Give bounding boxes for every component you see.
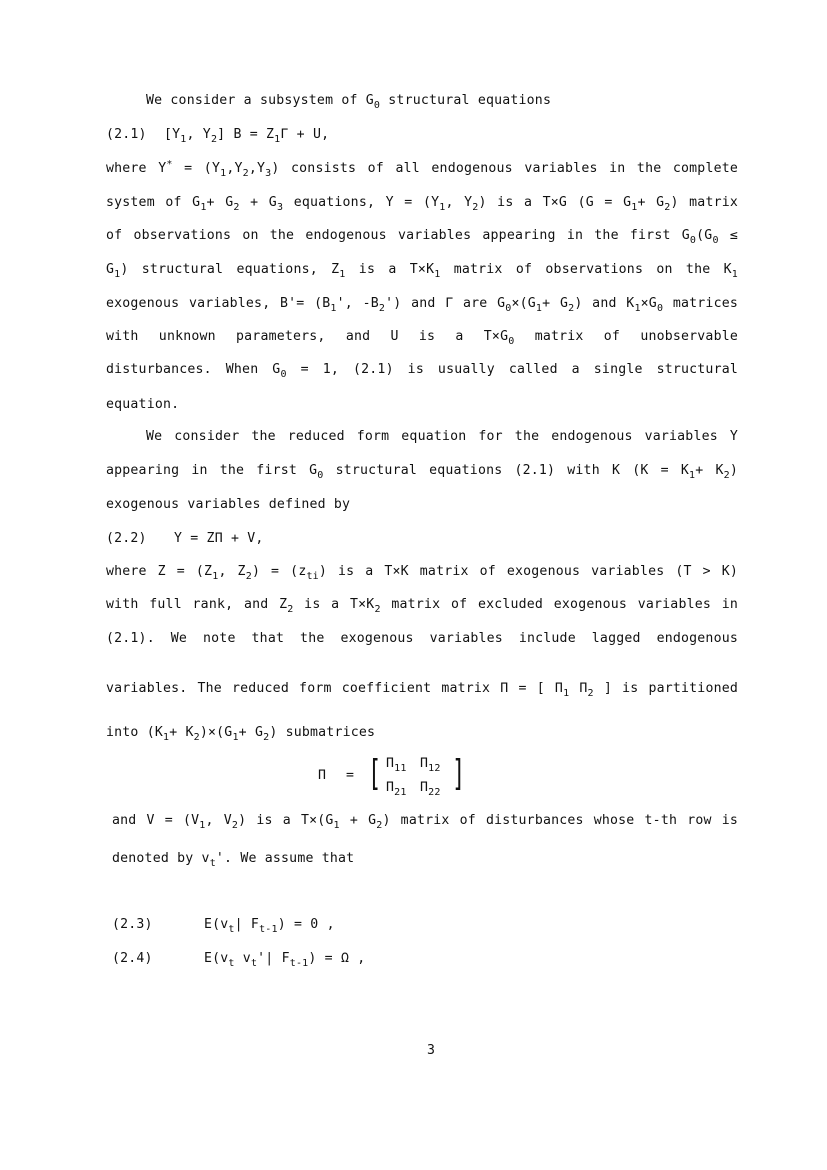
- partitioned-matrix: [318, 754, 468, 804]
- paragraph-1-line-10: equation.: [106, 397, 180, 412]
- matrix-cell-12: $\Pi_{12}$: [420, 756, 441, 774]
- paragraph-3-line-1: where $Z = (Z_1$, $Z_2) = (z_{ti})$ is a T×K matrix of exogenous variables (T > K): [106, 564, 738, 582]
- matrix-cell-11: $\Pi_{11}$: [386, 756, 407, 774]
- matrix-equals: =: [346, 768, 355, 783]
- equation-2-3-label: (2.3): [112, 917, 153, 932]
- page-number: 3: [427, 1043, 436, 1058]
- equation-2-4: $E(v_t$ $v_t'|$ $F_{t-1}) = \Omega$ ,: [204, 951, 366, 969]
- equation-2-4-label: (2.4): [112, 951, 153, 966]
- matrix-lhs: Π: [318, 768, 327, 783]
- paragraph-3-line-3: (2.1). We note that the exogenous variables include lagged endogenous: [106, 631, 738, 646]
- equation-2-1-label: (2.1): [106, 127, 147, 142]
- paragraph-2-line-2: appearing in the first $G_0$ structural equations (2.1) with K $(K = K_1+ K_2)$: [106, 463, 738, 481]
- equation-2-3: $E(v_t|$ $F_{t-1}) = 0$ ,: [204, 917, 335, 935]
- paragraph-1-line-8: with unknown parameters, and U is a $T\times G_0$ matrix of unobservable: [106, 329, 738, 347]
- matrix-left-bracket: [: [368, 754, 382, 795]
- paragraph-1-line-9: disturbances. When $G_0 = 1$, (2.1) is usually called a single structural: [106, 362, 738, 380]
- paragraph-1-line-5: of observations on the endogenous variables appearing in the first $G_0(G_0$ ≤: [106, 228, 738, 246]
- equation-2-1: [$Y_1$, $Y_2$] $B = Z_1\Gamma + U$,: [164, 127, 330, 145]
- matrix-right-bracket: ]: [452, 754, 466, 795]
- paragraph-1-line-3: where $Y^* = (Y_1,Y_2,Y_3)$ consists of all endogenous variables in the complete: [106, 159, 738, 179]
- paragraph-4-line-2: denoted by $v_t'$. We assume that: [112, 851, 355, 869]
- matrix-cell-22: $\Pi_{22}$: [420, 780, 441, 798]
- equation-2-2-label: (2.2): [106, 531, 147, 546]
- paragraph-1-line-1: We consider a subsystem of $G_0$ structural equations: [146, 93, 552, 111]
- paragraph-2-line-1: We consider the reduced form equation for the endogenous variables Y: [146, 429, 738, 444]
- paragraph-3-line-2: with full rank, and $Z_2$ is a $T\times K_2$ matrix of excluded exogenous variables in: [106, 597, 738, 615]
- paragraph-4-line-1: and $V = (V_1$, $V_2$) is a $T\times(G_1 + G_2)$ matrix of disturbances whose t-th row is: [112, 813, 738, 831]
- paragraph-3-line-4: variables. The reduced form coefficient matrix Π = [ $\Pi_1$ $\Pi_2$ ] is partitioned: [106, 681, 738, 699]
- equation-2-2: Y = ZΠ + V,: [174, 531, 264, 546]
- paragraph-3-line-5: into $(K_1+ K_2)\times(G_1+ G_2)$ submatrices: [106, 725, 376, 743]
- paragraph-1-line-4: system of $G_1+ G_2 + G_3$ equations, $Y = (Y_1$, $Y_2$) is a T×G $(G = G_1+ G_2)$ matrix: [106, 195, 739, 213]
- matrix-cell-21: $\Pi_{21}$: [386, 780, 407, 798]
- paragraph-1-line-7: exogenous variables, $B'= (B_1'$, $-B_2'$) and Γ are $G_0\times(G_1+ G_2)$ and $K_1\times G_0$ matrices: [106, 296, 738, 314]
- paragraph-1-line-6: $G_1$) structural equations, $Z_1$ is a $T\times K_1$ matrix of observations on the $K_1$: [106, 262, 738, 280]
- paragraph-2-line-3: exogenous variables defined by: [106, 497, 351, 512]
